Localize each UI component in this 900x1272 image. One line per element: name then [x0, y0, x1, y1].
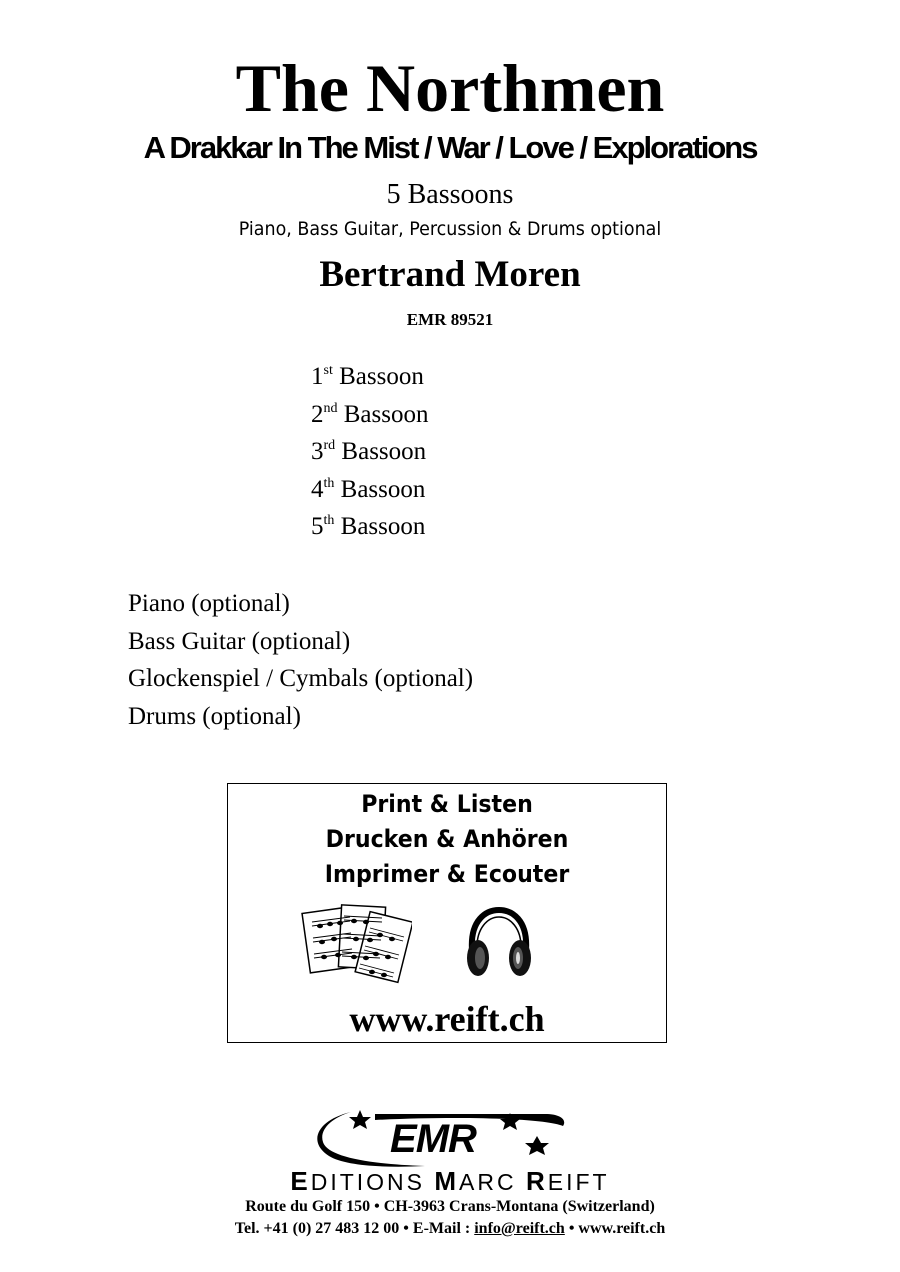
optional-instruments-line: Piano, Bass Guitar, Percussion & Drums optional: [238, 218, 662, 240]
optional-part-item: Bass Guitar (optional): [128, 627, 351, 655]
promo-line-french: Imprimer & Ecouter: [324, 860, 570, 888]
svg-text:EMR: EMR: [390, 1117, 476, 1161]
part-item: 4th Bassoon: [311, 475, 426, 503]
headphones-icon: [464, 906, 534, 980]
part-item: 3rd Bassoon: [311, 438, 427, 465]
optional-part-item: Glockenspiel / Cymbals (optional): [128, 665, 474, 692]
promo-website[interactable]: www.reift.ch: [349, 999, 545, 1039]
catalog-number: EMR 89521: [406, 310, 494, 329]
phone-text: Tel. +41 (0) 27 483 12 00 • E-Mail :: [234, 1220, 475, 1237]
email-link[interactable]: info@reift.ch: [474, 1220, 565, 1237]
print-listen-box: [227, 783, 667, 1043]
ensemble: 5 Bassoons: [386, 179, 514, 210]
parts-list: [311, 358, 428, 546]
website-text: • www.reift.ch: [564, 1220, 666, 1237]
part-item: 2nd Bassoon: [311, 400, 429, 428]
optional-parts-list: [128, 585, 473, 735]
promo-line-german: Drucken & Anhören: [325, 825, 569, 853]
page-title: The Northmen: [235, 50, 665, 126]
subtitle: A Drakkar In The Mist / War / Love / Explorations: [143, 130, 757, 165]
optional-part-item: Drums (optional): [128, 702, 301, 730]
publisher-contact: [0, 1218, 900, 1240]
part-item: 5th Bassoon: [311, 513, 426, 540]
promo-line-english: Print & Listen: [361, 790, 533, 818]
sheet-music-icon: [300, 904, 412, 984]
publisher-address: Route du Golf 150 • CH-3963 Crans-Montana (Switzerland): [245, 1198, 655, 1215]
emr-logo: [305, 1108, 595, 1170]
publisher-wordmark: EDITIONS MARC REIFT: [290, 1166, 610, 1196]
part-item: 1st Bassoon: [311, 363, 424, 390]
optional-part-item: Piano (optional): [128, 590, 290, 617]
composer-name: Bertrand Moren: [319, 254, 581, 295]
